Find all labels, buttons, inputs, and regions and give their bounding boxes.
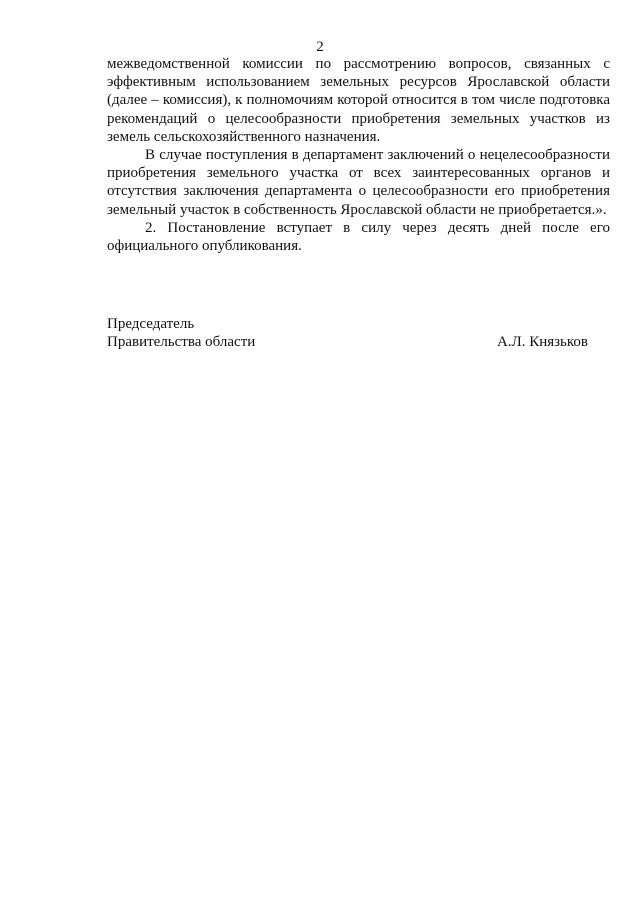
document-body	[107, 55, 610, 255]
signature-block	[107, 315, 610, 351]
signatory-name: А.Л. Князьков	[496, 334, 588, 351]
paragraph-nonacquisition: В случае поступления в департамент заключений о нецелесообразности приобретения земельного участка от всех заинтересованных органов и отсутствия заключения департамента о целесообразности его приобретения земельный участок в собственность Ярославской области не приобретается.».	[107, 147, 610, 218]
signatory-position-line2: Правительства области	[107, 334, 256, 351]
paragraph-effective-date: 2. Постановление вступает в силу через десять дней после его официального опубликования.	[107, 219, 610, 255]
signatory-position-line1: Председатель	[107, 316, 195, 332]
page-number: 2	[316, 39, 324, 55]
paragraph-commission: межведомственной комиссии по рассмотрению вопросов, связанных с эффективным использованием земельных ресурсов Ярославской области (далее – комиссия), к полномочиям которой относится в том числе подготовка рекомендаций о целесообразности приобретения земельных участков из земель сельскохозяйственного назначения.	[107, 56, 610, 145]
signature-line	[107, 333, 610, 351]
